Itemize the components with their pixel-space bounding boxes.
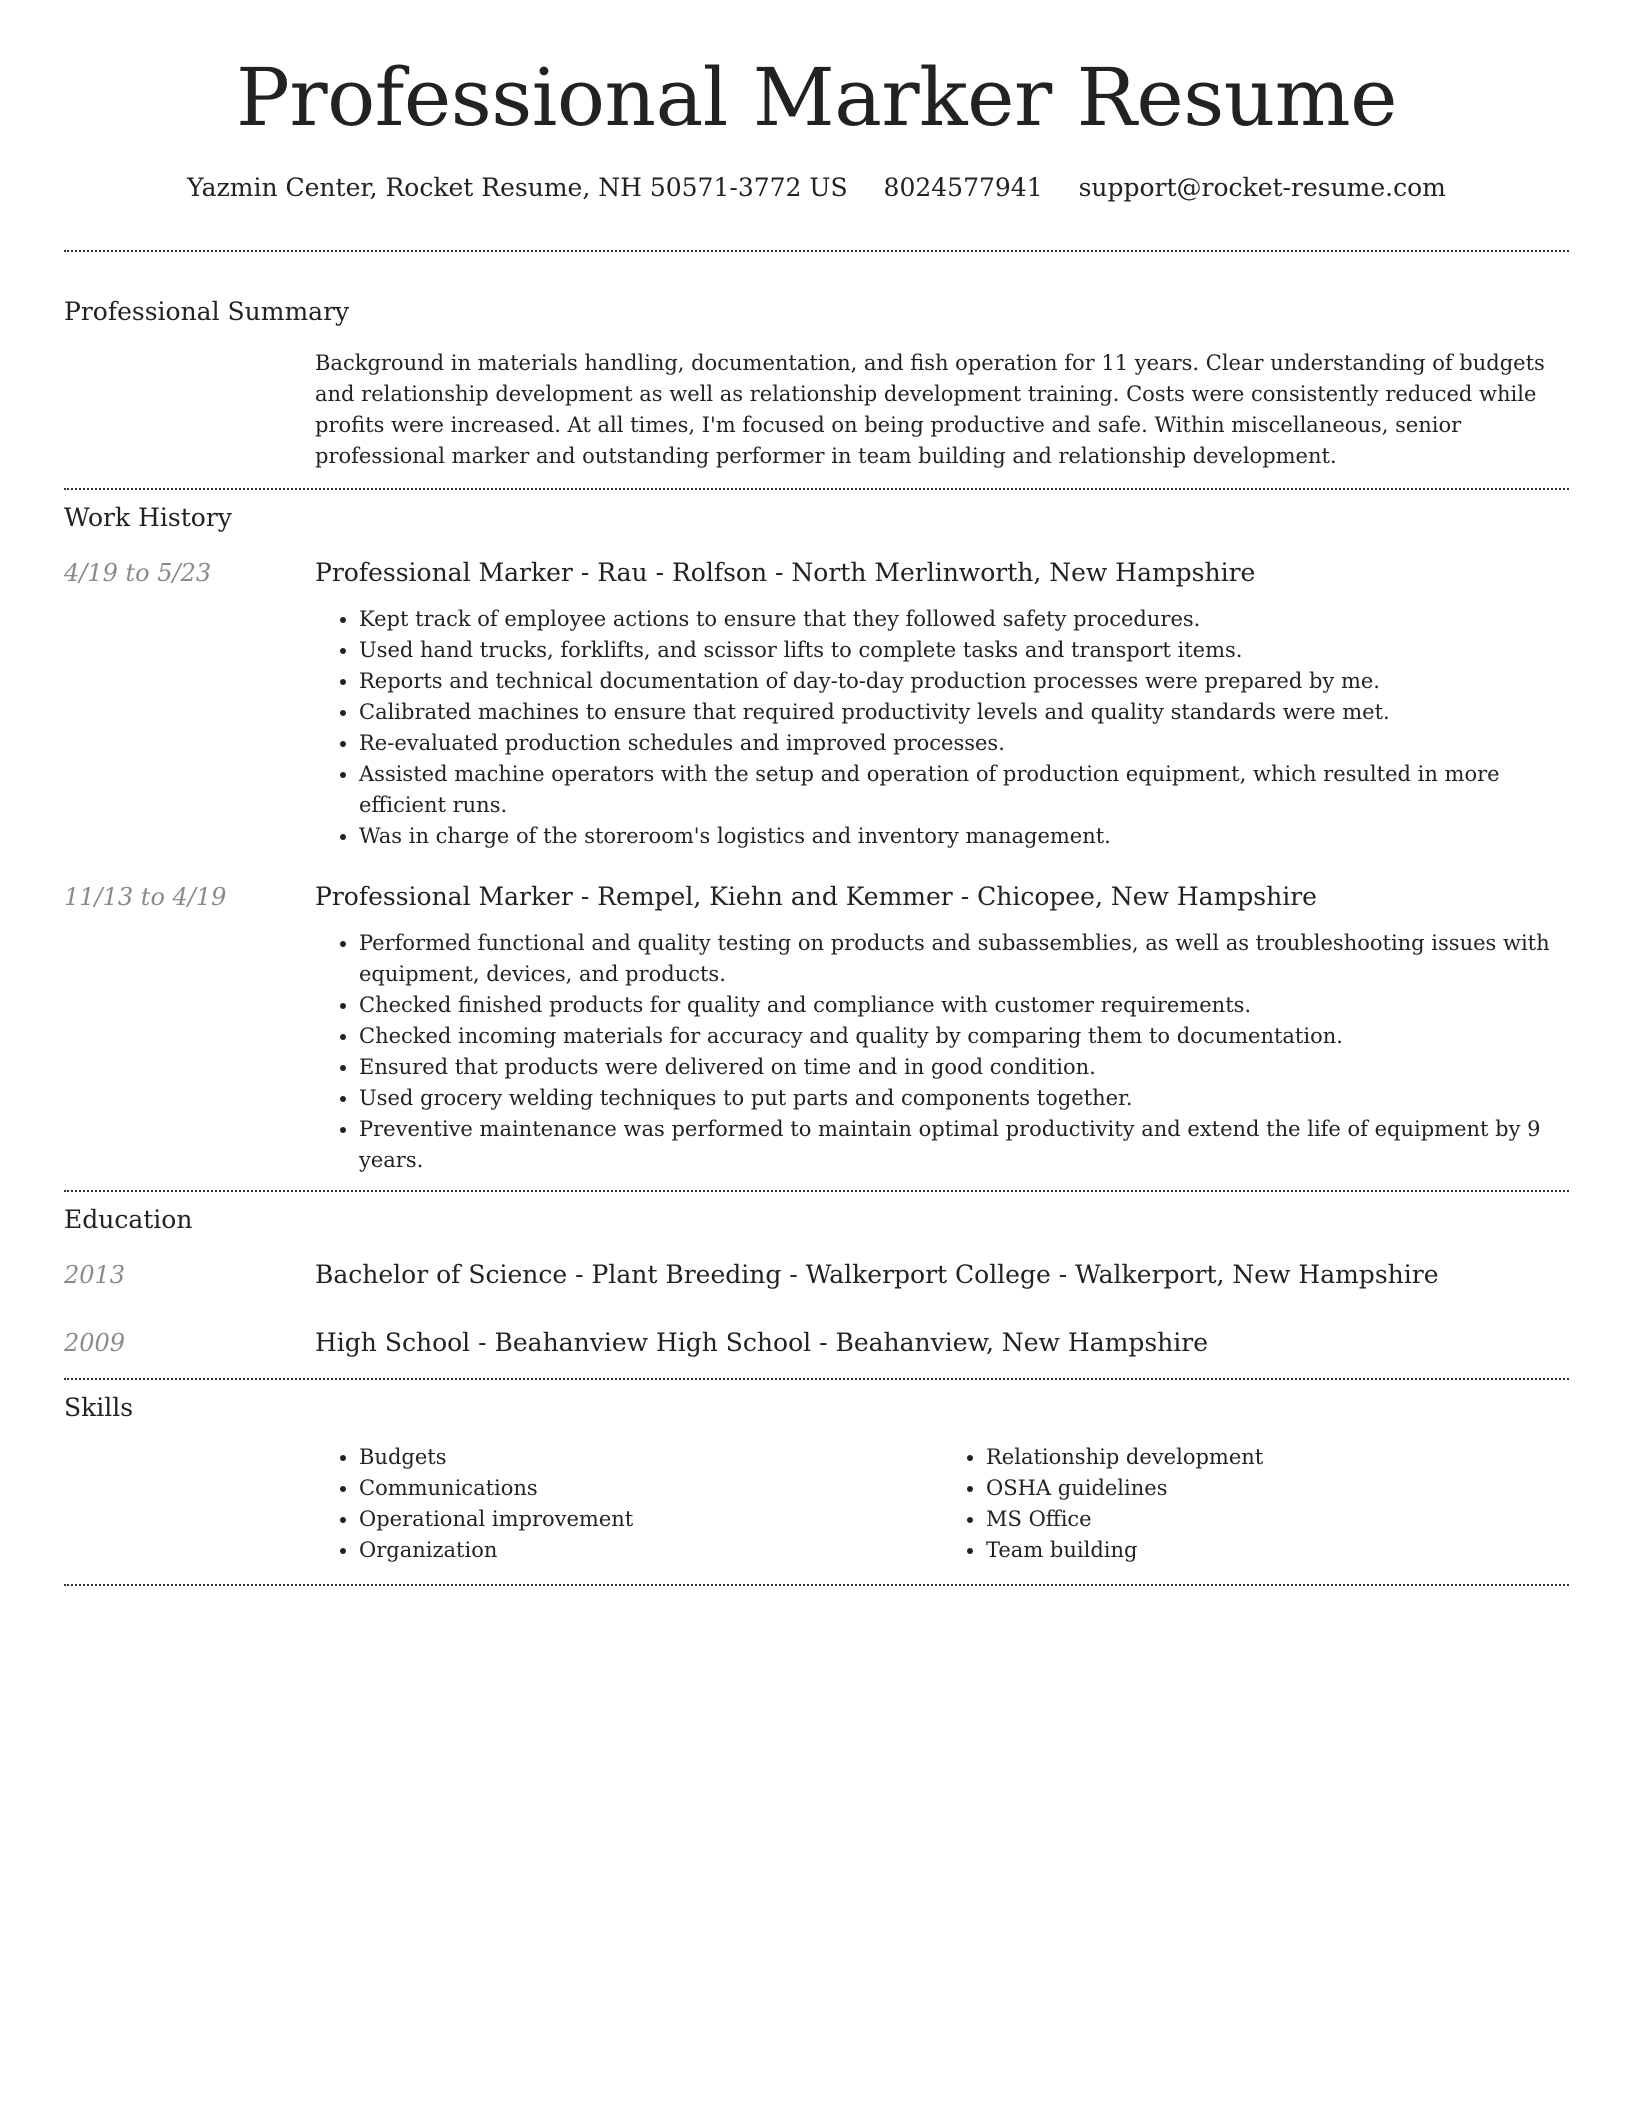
skills-section: [64, 1390, 1569, 1566]
job-entry: [64, 880, 1569, 1176]
list-item: • Preventive maintenance was performed to maintain optimal productivity and extend the life of equipment by 9 years.: [359, 1114, 1569, 1176]
work-history-heading: Work History: [64, 503, 232, 532]
education-title: Bachelor of Science - Plant Breeding - Walkerport College - Walkerport, New Hampshire: [315, 1260, 1439, 1289]
education-title: High School - Beahanview High School - Beahanview, New Hampshire: [315, 1328, 1208, 1357]
list-item: • Performed functional and quality testing on products and subassemblies, as well as troubleshooting issues with equipment, devices, and products.: [359, 928, 1569, 990]
job-bullets: [315, 604, 1569, 852]
resume-title: Professional Marker Resume: [236, 51, 1397, 144]
contact-address: Yazmin Center, Rocket Resume, NH 50571-3772 US: [187, 173, 848, 202]
divider: [64, 1584, 1569, 1586]
job-bullets: [315, 928, 1569, 1176]
summary-section: [64, 294, 1569, 472]
divider: [64, 1190, 1569, 1192]
education-entry: [64, 1326, 1569, 1360]
summary-text: Background in materials handling, documentation, and fish operation for 11 years. Clear understanding of budgets and relationship development as well as relationship development training. Costs were consistently reduced while profits were increased. At all times, I'm focused on being productive and safe. Within miscellaneous, senior professional marker and outstanding performer in team building and relationship development.: [315, 351, 1545, 468]
education-heading: Education: [64, 1205, 193, 1234]
list-item: • Calibrated machines to ensure that required productivity levels and quality standards were met.: [359, 697, 1569, 728]
divider: [64, 488, 1569, 490]
list-item: • Reports and technical documentation of day-to-day production processes were prepared by me.: [359, 666, 1569, 697]
resume-page: [64, 0, 1569, 1586]
skills-list-right: [942, 1442, 1569, 1566]
skill-item: • Relationship development: [986, 1442, 1569, 1473]
skill-item: • Operational improvement: [359, 1504, 942, 1535]
job-entry: [64, 556, 1569, 852]
skills-list-left: [315, 1442, 942, 1566]
education-section: [64, 1202, 1569, 1360]
skills-heading: Skills: [64, 1393, 134, 1422]
skill-item: • Organization: [359, 1535, 942, 1566]
job-title: Professional Marker - Rau - Rolfson - North Merlinworth, New Hampshire: [315, 558, 1256, 587]
job-title: Professional Marker - Rempel, Kiehn and Kemmer - Chicopee, New Hampshire: [315, 882, 1317, 911]
work-history-section: [64, 500, 1569, 1176]
skill-item: • Budgets: [359, 1442, 942, 1473]
contact-email: support@rocket-resume.com: [1078, 173, 1446, 202]
contact-phone: 8024577941: [883, 173, 1043, 202]
skills-grid: [315, 1442, 1569, 1566]
education-year: 2013: [64, 1261, 126, 1289]
skill-item: • Team building: [986, 1535, 1569, 1566]
list-item: • Assisted machine operators with the setup and operation of production equipment, which resulted in more efficient runs.: [359, 759, 1569, 821]
skill-item: • MS Office: [986, 1504, 1569, 1535]
list-item: • Re-evaluated production schedules and improved processes.: [359, 728, 1569, 759]
job-dates: 11/13 to 4/19: [64, 883, 227, 911]
summary-heading: Professional Summary: [64, 297, 350, 326]
list-item: • Checked incoming materials for accuracy and quality by comparing them to documentation.: [359, 1021, 1569, 1052]
list-item: • Used grocery welding techniques to put parts and components together.: [359, 1083, 1569, 1114]
list-item: • Kept track of employee actions to ensure that they followed safety procedures.: [359, 604, 1569, 635]
list-item: • Checked finished products for quality and compliance with customer requirements.: [359, 990, 1569, 1021]
job-dates: 4/19 to 5/23: [64, 559, 212, 587]
list-item: • Was in charge of the storeroom's logistics and inventory management.: [359, 821, 1569, 852]
contact-line: [64, 170, 1569, 206]
education-year: 2009: [64, 1329, 126, 1357]
skill-item: • Communications: [359, 1473, 942, 1504]
education-entry: [64, 1258, 1569, 1292]
skill-item: • OSHA guidelines: [986, 1473, 1569, 1504]
list-item: • Ensured that products were delivered on time and in good condition.: [359, 1052, 1569, 1083]
divider: [64, 250, 1569, 252]
divider: [64, 1378, 1569, 1380]
list-item: • Used hand trucks, forklifts, and scissor lifts to complete tasks and transport items.: [359, 635, 1569, 666]
